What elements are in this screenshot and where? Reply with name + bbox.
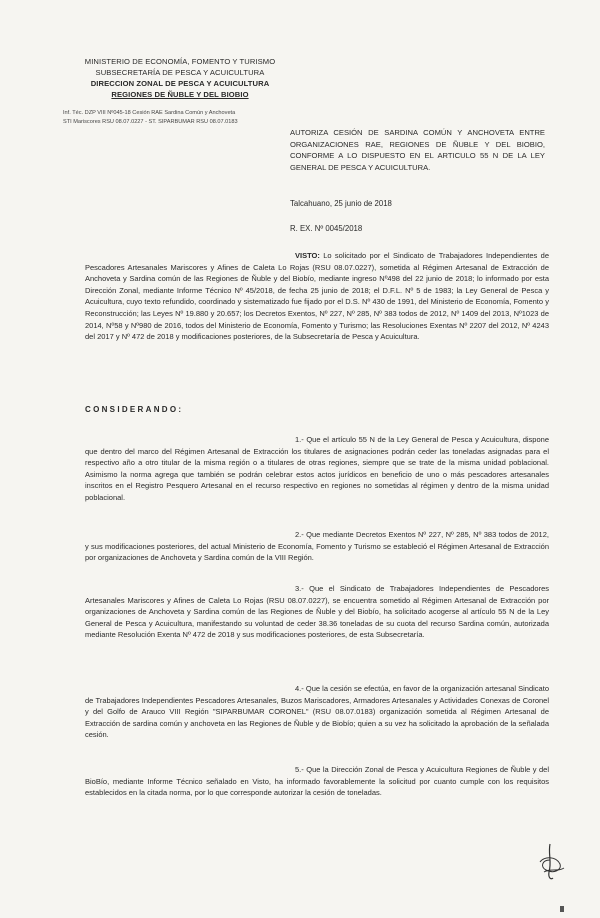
regiones-name: REGIONES DE ÑUBLE Y DEL BIOBIO bbox=[111, 90, 249, 99]
visto-text: Lo solicitado por el Sindicato de Trabajadores Independientes de Pescadores Artesanales Mariscores y Afines de Caleta Lo Rojas (RSU 08.07.0227), sometida al Régimen Artesanal de Extracción de Anchoveta y Sardina común de las Regiones de Ñuble y del Biobío, mediante ingreso Nº498 del 22 junio de 2018; lo informado por esta Dirección Zonal, mediante Informe Técnico Nº 45/2018, de fecha 25 junio de 2018; el D.F.L. Nº 5 de 1983; la Ley General de Pesca y Acuicultura, cuyo texto refundido, coordinado y sistematizado fue fijado por el D.S. Nº 430 de 1991, del Ministerio de Economía, Fomento y Reconstrucción; las Leyes Nº 19.880 y 20.657; los Decretos Exentos, Nº 227, Nº 285, Nº 383 todos de 2012, Nº 1409 del 2013, Nº1023 de 2014, Nº58 y Nº980 de 2016, todos del Ministerio de Economía, Fomento y Turismo; las Resoluciones Exentas Nº 2207 del 2012, Nº 4243 del 2017 y Nº 472 de 2018 y modificaciones posteriores, de la Subsecretaría de Pesca y Acuicultura. bbox=[85, 251, 549, 342]
resolution-title: AUTORIZA CESIÓN DE SARDINA COMÚN Y ANCHOVETA ENTRE ORGANIZACIONES RAE, REGIONES DE ÑUBLE Y DEL BIOBIO, CONFORME A LO DISPUESTO EN EL ARTICULO 55 N DE LA LEY GENERAL DE PESCA Y ACUICULTURA. bbox=[290, 128, 545, 172]
visto-paragraph bbox=[85, 250, 549, 343]
place-date: Talcahuano, 25 junio de 2018 bbox=[290, 199, 392, 208]
considerando-paragraph-3: 3.- Que el Sindicato de Trabajadores Independientes de Pescadores Artesanales Mariscores y Afines de Caleta Lo Rojas (RSU 08.07.0227), se encuentra sometido al Régimen Artesanal de Extracción por organizaciones de Anchoveta y Sardina común de las Regiones de Ñuble y del Biobío, ha solicitado acogerse al artículo 55 N de la Ley General de Pesca y Acuicultura, manifestando su voluntad de ceder 38.36 toneladas de su cuota del recurso Sardina común, autorizada mediante Resolución Exenta Nº 472 de 2018 y sus modificaciones posteriores, de esta Subsecretaría. bbox=[85, 584, 549, 640]
ministry-name: MINISTERIO DE ECONOMÍA, FOMENTO Y TURISMO bbox=[84, 57, 276, 66]
resolution-number: R. EX. Nº 0045/2018 bbox=[290, 224, 363, 233]
signature-initials-icon bbox=[530, 842, 570, 882]
considerando-paragraph-4: 4.- Que la cesión se efectúa, en favor de la organización artesanal Sindicato de Trabajadores Independientes Pescadores Artesanales, Buzos Mariscadores, Armadores Artesanales y Actividades Conexas de Coronel y del Golfo de Arauco VIII Región "SIPARBUMAR CORONEL" (RSU 08.07.0183) organización sometida al Régimen Artesanal de Extracción de sardina común y anchoveta en las Regiones de Ñuble y de Biobío; quien a su vez ha solicitado la aprobación de la señalada cesión. bbox=[85, 684, 549, 740]
direccion-zonal-name: DIRECCION ZONAL DE PESCA Y ACUICULTURA bbox=[90, 79, 270, 88]
letterhead bbox=[60, 56, 300, 100]
considerando-paragraph-1: 1.- Que el artículo 55 N de la Ley General de Pesca y Acuicultura, dispone que dentro del marco del Régimen Artesanal de Extracción los titulares de asignaciones podrán ceder las toneladas asignadas para el respectivo año a otro titular de la misma región o a titulares de otras regiones, siempre que se trate de la misma unidad poblacional. Asimismo la norma agrega que también se podrán celebrar estos actos jurídicos en beneficio de uno o más pescadores artesanales inscritos en el Registro Pesquero Artesanal en el recurso respectivo en regiones no sometidas al régimen y dentro de la misma unidad poblacional. bbox=[85, 435, 549, 502]
considerando-paragraph-2: 2.- Que mediante Decretos Exentos Nº 227, Nº 285, Nº 383 todos de 2012, y sus modificaciones posteriores, del actual Ministerio de Economía, Fomento y Turismo se estableció el Régimen Artesanal de Extracción por organizaciones de Anchoveta y Sardina común de la VIII Región. bbox=[85, 530, 549, 563]
considerando-heading: CONSIDERANDO: bbox=[85, 405, 184, 414]
reference-line-2: STI Mariscores RSU 08.07.0227 - ST. SIPARBUMAR RSU 08.07.0183 bbox=[63, 119, 238, 125]
reference-line-1: Inf. Téc. DZP VIII Nº045-18 Cesión RAE Sardina Común y Anchoveta bbox=[63, 110, 236, 116]
considerando-paragraph-5: 5.- Que la Dirección Zonal de Pesca y Acuicultura Regiones de Ñuble y del BioBío, mediante Informe Técnico señalado en Visto, ha informado favorablemente la solicitud por cuanto cumple con los requisitos establecidos en la citada norma, por lo que corresponde autorizar la cesión de toneladas. bbox=[85, 765, 549, 798]
page-mark bbox=[560, 906, 564, 912]
subsecretaria-name: SUBSECRETARÍA DE PESCA Y ACUICULTURA bbox=[95, 68, 265, 77]
visto-label: VISTO: bbox=[295, 251, 320, 260]
